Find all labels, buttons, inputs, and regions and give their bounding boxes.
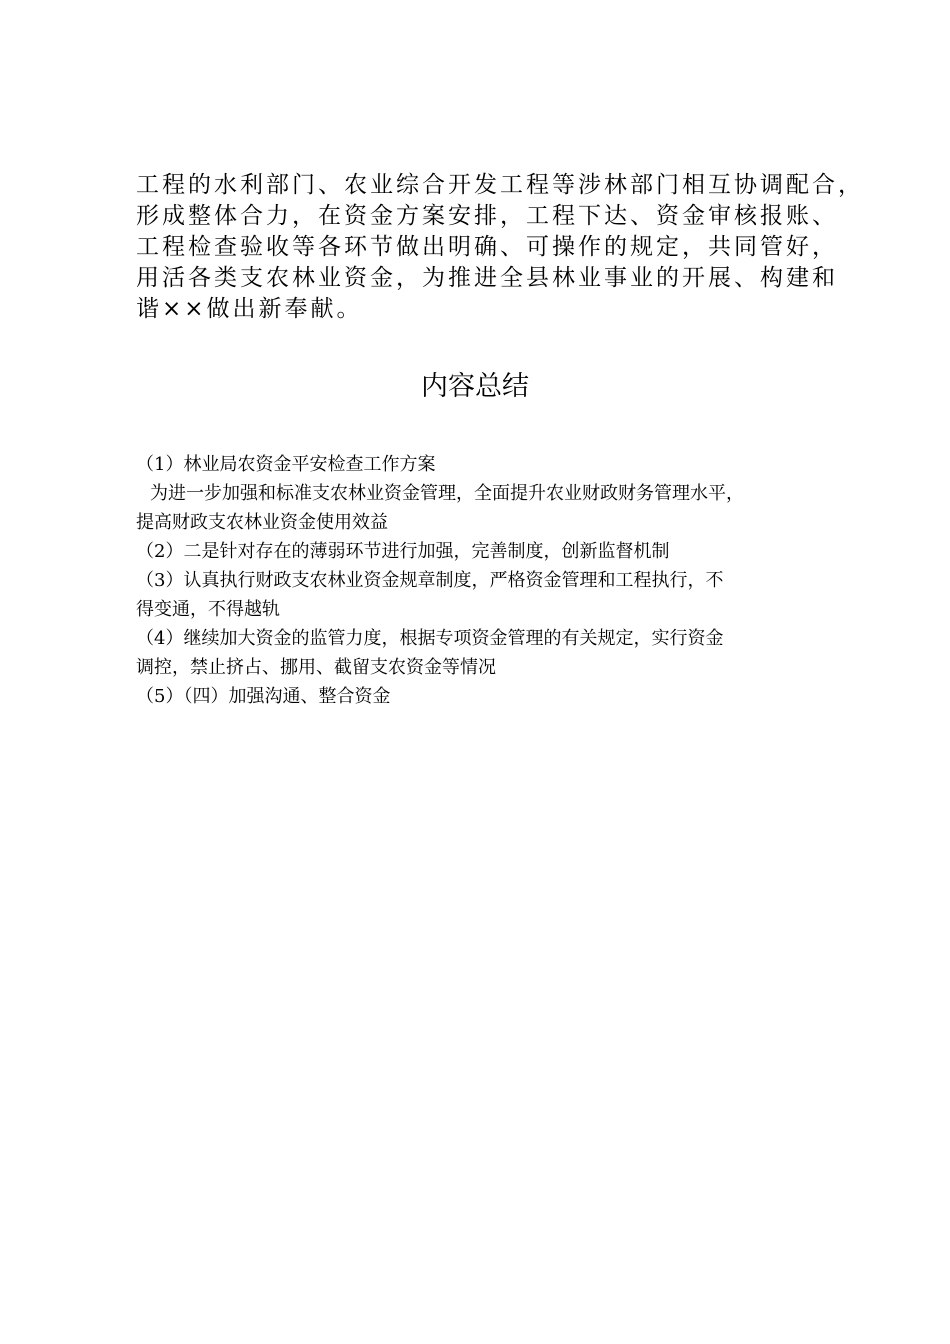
body-paragraph [136, 170, 864, 325]
summary-item-3-cont: 得变通，不得越轨 [136, 599, 280, 620]
summary-item-2: （2）二是针对存在的薄弱环节进行加强，完善制度，创新监督机制 [136, 541, 670, 562]
body-line: 形成整体合力，在资金方案安排，工程下达、资金审核报账、 [136, 203, 838, 229]
summary-item-1-detail-cont: 提高财政支农林业资金使用效益 [136, 512, 388, 533]
body-line: 工程检查验收等各环节做出明确、可操作的规定，共同管好， [136, 234, 838, 260]
summary-list [136, 450, 836, 711]
summary-title: 内容总结 [421, 371, 529, 402]
summary-item-4: （4）继续加大资金的监管力度，根据专项资金管理的有关规定，实行资金 [136, 628, 724, 649]
summary-item-1-detail: 为进一步加强和标准支农林业资金管理，全面提升农业财政财务管理水平， [150, 483, 744, 504]
summary-item-5: （5）（四）加强沟通、整合资金 [136, 686, 391, 707]
summary-item-1: （1）林业局农资金平安检查工作方案 [136, 454, 436, 475]
body-line: 谐××做出新奉献。 [136, 296, 363, 322]
summary-item-4-cont: 调控，禁止挤占、挪用、截留支农资金等情况 [136, 657, 496, 678]
body-line: 用活各类支农林业资金，为推进全县林业事业的开展、构建和 [136, 265, 838, 291]
body-line: 工程的水利部门、农业综合开发工程等涉林部门相互协调配合， [136, 172, 864, 198]
summary-item-3: （3）认真执行财政支农林业资金规章制度，严格资金管理和工程执行，不 [136, 570, 724, 591]
